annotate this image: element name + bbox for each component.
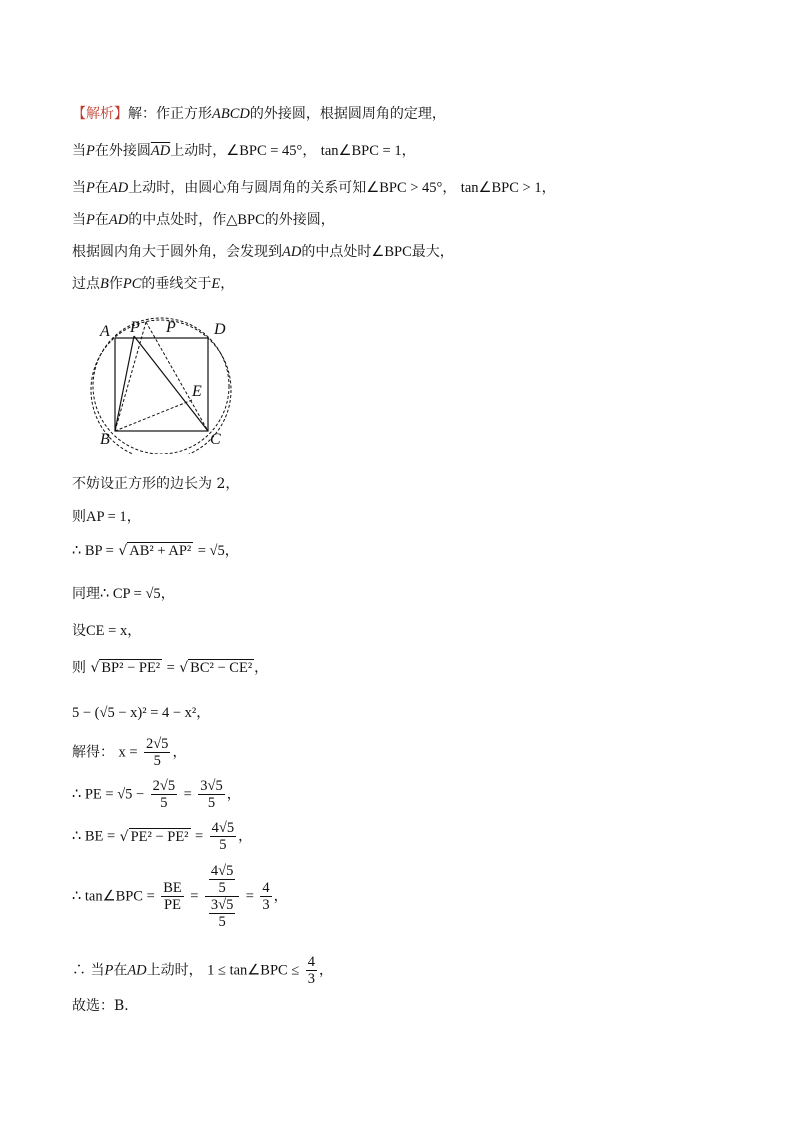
answer: 故选：B． bbox=[72, 998, 139, 1014]
arc-ad: $\overline{AD}$ bbox=[150, 143, 171, 159]
math: P bbox=[86, 143, 95, 159]
radicand: BC² − CE² bbox=[190, 660, 253, 676]
line-4 bbox=[72, 209, 335, 229]
math: P bbox=[86, 212, 95, 228]
math: AD bbox=[127, 962, 147, 979]
math: ABCD bbox=[212, 106, 250, 122]
sqrt: √ PE² − PE² bbox=[119, 828, 189, 845]
math: tan∠BPC > 1 bbox=[460, 180, 542, 196]
label-b: B bbox=[100, 431, 110, 448]
text: 的垂线交于 bbox=[141, 276, 212, 292]
text: 设 bbox=[72, 623, 86, 639]
line-15: ∴ PE = √5 − $\frac{2√5}{5}$ = $\frac{3√5}{5}$ ， bbox=[72, 778, 241, 811]
math: P bbox=[104, 962, 114, 979]
line-3: 当P在AD上动时，由圆心角与圆周角的关系可知∠BPC > 45°， tan∠BPC > 1， bbox=[72, 180, 556, 196]
segment-pb bbox=[115, 336, 134, 431]
math: AP = 1 bbox=[86, 509, 127, 525]
text: 最大， bbox=[411, 244, 454, 260]
numerator: 4 bbox=[307, 954, 315, 970]
fraction bbox=[198, 778, 224, 811]
line-6: 过点B作PC的垂线交于E， bbox=[72, 276, 235, 292]
compound-fraction bbox=[205, 863, 239, 930]
denominator: 5 bbox=[219, 837, 227, 853]
numerator: BE bbox=[163, 880, 182, 896]
text: 当 bbox=[72, 180, 86, 196]
line-17: ∴ tan∠BPC = $\frac{BE}{PE}$ = $\frac{\frac{4√5}{5}}{\frac{3√5}{5}}$ = $\frac{4}{3}$ ， bbox=[72, 863, 288, 930]
denominator bbox=[205, 897, 239, 930]
radicand: AB² + AP² bbox=[129, 543, 192, 559]
segment-be bbox=[115, 400, 192, 431]
text: 在 bbox=[94, 180, 109, 196]
text: 的外接圆，根据圆周角的定理， bbox=[249, 106, 446, 122]
math: △BPC bbox=[226, 212, 265, 228]
geometry-figure bbox=[88, 314, 248, 454]
math: ∴ tan∠BPC = bbox=[72, 888, 155, 905]
fraction bbox=[209, 863, 235, 896]
numerator: 4√5 bbox=[211, 820, 235, 836]
label-c: C bbox=[210, 431, 221, 448]
numerator: 2√5 bbox=[145, 736, 169, 752]
fraction bbox=[260, 880, 271, 913]
line-1 bbox=[72, 103, 446, 123]
denominator: 3 bbox=[262, 897, 270, 913]
label-d: D bbox=[214, 321, 226, 338]
line-12: 则 √ BP² − PE² = √ BC² − CE² ， bbox=[72, 660, 269, 676]
sqrt: √ BP² − PE² bbox=[90, 660, 161, 676]
math: ∴ BE = bbox=[72, 828, 116, 845]
text: 不妨设正方形的边长为 2， bbox=[72, 476, 240, 492]
math: P bbox=[86, 180, 95, 196]
math: AD bbox=[282, 244, 302, 260]
text: 在 bbox=[113, 962, 128, 979]
denominator: 5 bbox=[218, 914, 226, 930]
label-p2: P bbox=[166, 319, 176, 336]
math: 1 ≤ tan∠BPC ≤ bbox=[207, 962, 300, 979]
numerator: 4√5 bbox=[210, 863, 234, 879]
analysis-tag: 【解析】 bbox=[72, 106, 128, 122]
line-16: ∴ BE = √ PE² − PE² = $\frac{4√5}{5}$ ， bbox=[72, 820, 253, 853]
math: = √5 bbox=[197, 543, 225, 559]
label-e: E bbox=[192, 383, 202, 400]
numerator: 4 bbox=[262, 880, 270, 896]
math: AD bbox=[108, 180, 129, 196]
text: 上动时，由圆心角与圆周角的关系可知 bbox=[128, 180, 367, 196]
line-9: ∴ BP = √ AB² + AP² = √5， bbox=[72, 543, 239, 559]
fraction bbox=[306, 954, 317, 987]
line-18: ∴ 当P在AD上动时， 1 ≤ tan∠BPC ≤ $\frac{4}{3}$ ， bbox=[72, 954, 333, 987]
text: 当 bbox=[72, 212, 86, 228]
fraction bbox=[210, 820, 236, 853]
denominator: PE bbox=[164, 897, 181, 913]
math: 5 − (√5 − x)² = 4 − x² bbox=[72, 705, 197, 721]
text: 在外接圆 bbox=[94, 143, 151, 159]
math: ∠BPC = 45° bbox=[226, 143, 303, 159]
text: 同理 bbox=[72, 586, 100, 602]
numerator: 2√5 bbox=[152, 778, 176, 794]
numerator bbox=[205, 863, 239, 897]
fraction bbox=[209, 897, 235, 930]
text: 的中点处时，作 bbox=[128, 212, 227, 228]
text: 在 bbox=[94, 212, 109, 228]
text: 作 bbox=[108, 276, 123, 292]
math: ∠BPC bbox=[371, 244, 412, 260]
line-5 bbox=[72, 241, 454, 261]
text: 过点 bbox=[72, 276, 100, 292]
line-14: 解得： x = $\frac{2√5}{5}$ ， bbox=[72, 736, 187, 769]
text: 上动时， bbox=[146, 962, 203, 979]
sqrt: √ AB² + AP² bbox=[118, 543, 192, 559]
radicand: BP² − PE² bbox=[101, 660, 161, 676]
math: CE = x bbox=[86, 623, 128, 639]
denominator: 5 bbox=[207, 795, 216, 811]
text: 则 bbox=[72, 509, 86, 525]
radicand: PE² − PE² bbox=[130, 828, 189, 845]
denominator: 3 bbox=[307, 971, 315, 987]
numerator: 3√5 bbox=[210, 897, 234, 913]
text: 的中点处时 bbox=[301, 244, 372, 260]
text: ∴ 当 bbox=[72, 962, 105, 979]
line-13: 5 − (√5 − x)² = 4 − x²， bbox=[72, 705, 211, 721]
line-7 bbox=[72, 473, 239, 493]
denominator: 5 bbox=[153, 753, 161, 769]
text: 上动时， bbox=[170, 143, 227, 159]
math: ∴ CP = √5 bbox=[100, 586, 161, 602]
label-p1: P bbox=[130, 319, 140, 336]
math: ∴ BP = bbox=[72, 543, 114, 559]
line-8: 则AP = 1， bbox=[72, 509, 141, 525]
math: E bbox=[211, 276, 221, 292]
math: x = bbox=[118, 744, 138, 761]
denominator: 5 bbox=[218, 880, 226, 896]
line-19 bbox=[72, 995, 138, 1015]
text: 当 bbox=[72, 143, 86, 159]
denominator: 5 bbox=[160, 795, 168, 811]
line-2: 当P在外接圆$\overline{AD}$上动时，∠BPC = 45°， tan∠BPC = 1， bbox=[72, 143, 416, 159]
text: 则 bbox=[72, 660, 86, 676]
line-10: 同理∴ CP = √5， bbox=[72, 586, 175, 602]
fraction bbox=[151, 778, 177, 811]
math: ∴ PE = √5 − bbox=[72, 786, 145, 803]
label-a: A bbox=[100, 323, 110, 340]
text: 解得： bbox=[72, 744, 114, 761]
fraction bbox=[144, 736, 170, 769]
line-11: 设CE = x， bbox=[72, 623, 142, 639]
math: ∠BPC > 45° bbox=[366, 180, 443, 196]
text: 的外接圆， bbox=[264, 212, 335, 228]
math: B bbox=[100, 276, 109, 292]
text: 根据圆内角大于圆外角，会发现到 bbox=[72, 244, 282, 260]
numerator: 3√5 bbox=[200, 778, 223, 794]
math: PC bbox=[122, 276, 142, 292]
math: AD bbox=[108, 212, 129, 228]
fraction bbox=[161, 880, 184, 913]
sqrt: √ BC² − CE² bbox=[179, 660, 253, 676]
math: tan∠BPC = 1 bbox=[320, 143, 402, 159]
text: 解：作正方形 bbox=[128, 106, 212, 122]
